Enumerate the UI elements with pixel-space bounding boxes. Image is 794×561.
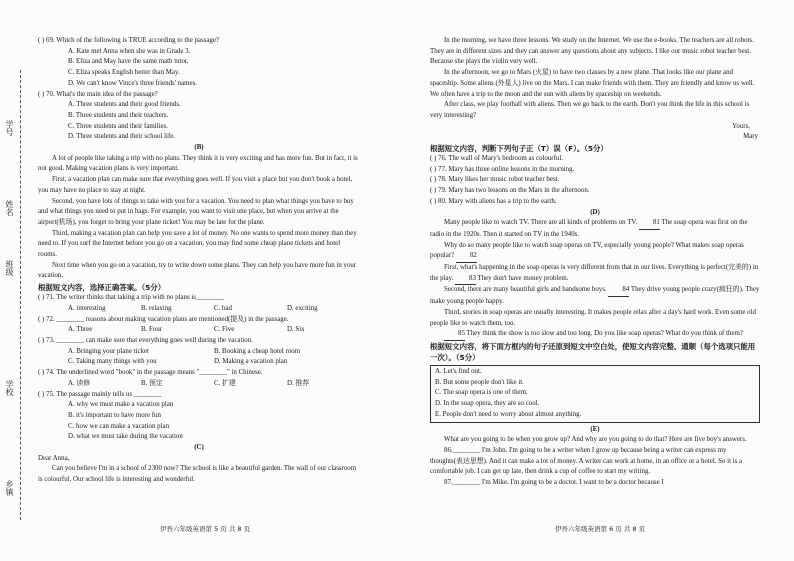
box-option-e: E. People don't need to worry about almost anything. [435, 410, 582, 418]
blank-82[interactable]: 82 [456, 251, 477, 263]
passage-c-paragraph-4: After class, we play football with aliens. Then we go back to the earth. Don't you think the life in this school is very interesting? [430, 101, 750, 119]
q71-option-d: D. exciting [287, 304, 318, 312]
box-option-c: C. The soap opera is one of them. [435, 389, 528, 397]
right-page-footer: 伊吾六年级英语第 6 页 共 8 页 [555, 525, 646, 533]
q71-option-c: C. bad [214, 304, 232, 312]
section-b-heading: (B) [194, 144, 204, 152]
q69-option-d: D. We can't know Vince's three friends' names. [68, 79, 197, 87]
question-74: ( ) 74. The underlined word "book" in the passage means "________" in Chinese. [38, 369, 263, 377]
letter-signature: Mary [743, 133, 758, 141]
q70-option-a: A. Three students and their good friends. [68, 101, 181, 109]
question-70: ( ) 70. What's the main idea of the passage? [38, 90, 158, 98]
passage-c-paragraph-2: In the morning, we have three lessons. We study on the Internet. We use the e-books. The teachers are all robots. They are in different sizes and they can answer any questions about any subjects. I like our music robot teacher best. Because she plays the violin very well. [430, 37, 754, 66]
question-71: ( ) 71. The writer thinks that taking a trip with no plans is________ [38, 294, 224, 302]
q73-option-b: B. Booking a cheap hotel room [214, 347, 301, 355]
blank-81[interactable]: 81 [639, 218, 660, 230]
question-69: ( ) 69. Which of the following is TRUE according to the passage? [38, 37, 219, 44]
passage-d-text-3a: First, what's happening in the soap operas is very different from that in our lives. Everything is perfect(完美的) in the play. [430, 264, 759, 282]
binding-label-student-id: 学号 [5, 120, 14, 136]
box-option-a: A. Let's find out. [435, 367, 482, 375]
passage-b-paragraph-1: A lot of people like taking a trip with no plans. They think it is very exciting and has more fun. But in fact, it is not good. Making vacation plans is very important. [38, 154, 358, 173]
q72-options [38, 325, 360, 336]
q74-option-c: C. 扩建 [214, 379, 236, 387]
q71-option-b: B. relaxing [141, 304, 172, 312]
passage-c-paragraph-3: In the afternoon, we go to Mars (火星) to have two classes by a new plane. That looks like our plane and spaceship. Some aliens (外星人) live on the Mars. I can make friends with them. They are friendly and know us well. We often have a trip to the moon and the sun with aliens by spaceship on weekends. [430, 69, 755, 98]
section-e-heading: (E) [590, 425, 600, 433]
section-d-instruction: 根据短文内容，将下面方框内的句子还原到短文中空白处，使短文内容完整、通顺（每个选项只能用一次）。（5分） [430, 341, 756, 362]
q72-option-d: D. Six [287, 326, 305, 334]
section-d-heading: (D) [590, 208, 600, 216]
section-b-instruction: 根据短文内容，选择正确答案。（5分） [38, 283, 166, 293]
q75-option-c: C. how we can make a vacation plan [68, 422, 170, 430]
question-75: ( ) 75. The passage mainly tells us ________ [38, 390, 162, 398]
passage-e-item-87: 87.________ I'm Mike. I'm going to be a doctor. I want to be a doctor because I [444, 479, 664, 487]
q73-options-row-2 [38, 357, 360, 368]
statement-76: ( ) 76. The wall of Mary's bedroom as colourful. [430, 155, 563, 163]
q74-options [38, 379, 360, 390]
q71-options [38, 304, 360, 315]
statement-77: ( ) 77. Mary has three online lessons in the morning. [430, 165, 575, 173]
passage-b-paragraph-4: Third, making a vacation plan can help you save a lot of money. No one wants to spend more money than they need to. If you surf the Internet before you go on a vacation, you may find some cheap plane tickets and hotel rooms. [38, 229, 357, 259]
q73-option-a: A. Bringing your plane ticket [68, 347, 149, 355]
statement-79: ( ) 79. Mary has two lessons on the Mars in the afternoon. [430, 187, 590, 195]
binding-label-name: 姓名 [5, 200, 14, 216]
letter-greeting: Dear Anna, [38, 454, 70, 462]
passage-d-text-1a: Many people like to watch TV. There are all kinds of problems on TV. [444, 219, 638, 227]
q75-option-b: B. it's important to have more fun [68, 411, 161, 419]
passage-d-paragraph-2 [430, 241, 760, 263]
blank-83[interactable]: 83 [455, 274, 476, 286]
binding-dashed-line [20, 70, 21, 520]
passage-d-text-6: They think the show is too slow and too long. Do you like soap operas? What do you think of them? [466, 330, 743, 338]
q75-option-a: A. why we must make a vacation plan [68, 401, 174, 409]
q69-option-c: C. Eliza speaks English better than May. [68, 69, 180, 77]
passage-d-text-4b: They drive young people crazy(疯狂的). They make young people happy. [430, 286, 760, 306]
left-column [38, 36, 360, 486]
q74-option-d: D. 推荐 [287, 379, 310, 387]
question-73: ( ) 73. ________ can make sure that everything goes well during the vacation. [38, 336, 253, 344]
q70-option-c: C. Three students and their families. [68, 122, 168, 130]
passage-e-item-86: 86.________ I'm John. I'm going to be a writer when I grow up because being a writer can express my thoughts(表达思想). And it can make a lot of money. A writer can work at home, in an office or a hotel. So it is a comfortable job. I can get up late, then drink a cup of coffee to start my writing. [430, 446, 743, 476]
q75-option-d: D. what we must take during the vacation [68, 433, 183, 441]
passage-b-paragraph-2: First, a vacation plan can make sure that everything goes well. If you visit a place but you don't book a hotel, you may have no place to stay at night. [38, 176, 353, 194]
passage-d-paragraph-6 [430, 329, 760, 341]
blank-85[interactable]: 85 [444, 329, 465, 341]
passage-e-intro: What are you going to be when you grow up? And why are you going to do that? Here are five boy's answers. [444, 436, 747, 444]
statement-78: ( ) 78. Mary likes her music robot teacher best. [430, 176, 560, 184]
q69-option-b: B. Eliza and May have the same math tutor. [68, 58, 189, 66]
q72-option-a: A. Three [68, 326, 93, 334]
q73-options-row-1 [38, 347, 360, 358]
section-c-instruction: 根据短文内容，判断下列句子正（T）误（F）。（5分） [430, 144, 608, 154]
statement-80: ( ) 80. Mary with aliens has a trip to the earth. [430, 197, 557, 205]
passage-d-text-3b: They don't have money problem. [477, 274, 569, 282]
q69-option-a: A. Kate met Anna when she was in Grade 3. [68, 47, 191, 55]
passage-d-paragraph-1 [430, 218, 760, 240]
passage-d-paragraph-4 [430, 285, 760, 307]
box-option-d: D. In the soap opera, they are so cool. [435, 400, 540, 408]
left-page-footer: 伊吾六年级英语第 5 页 共 8 页 [160, 525, 251, 533]
binding-margin [0, 0, 28, 561]
q73-option-d: D. Making a vacation plan [214, 358, 288, 366]
blank-84[interactable]: 84 [608, 285, 629, 297]
question-72: ( ) 72. ________ reasons about making vacation plans are mentioned(提及) in the passage. [38, 315, 289, 323]
binding-label-town: 乡镇 [5, 480, 14, 496]
q74-option-a: A. 读修 [68, 379, 91, 387]
passage-b-paragraph-3: Second, you have lots of things to take with you for a vacation. You need to plan what things you have to buy and what things you need to put in bags. For example, you want to visit one place, but when you arrive at the airport(机场), you forget to bring your plane ticket! You may be late for the plane. [38, 197, 354, 226]
q72-option-b: B. Four [141, 326, 163, 334]
passage-d-text-2a: Why do so many people like to watch soap operas on TV, especially young people? What makes soap operas popular? [430, 241, 744, 260]
binding-label-school: 学校 [5, 380, 14, 396]
q72-option-c: C. Five [214, 326, 235, 334]
q73-option-c: C. Taking many things with you [68, 358, 157, 366]
q71-option-a: A. interesting [68, 304, 106, 312]
option-box [430, 365, 760, 423]
binding-label-class: 班级 [5, 260, 14, 276]
q70-option-b: B. Three students and their teachers. [68, 111, 169, 119]
letter-closing: Yours, [732, 122, 750, 130]
section-c-heading: (C) [194, 444, 204, 452]
q74-option-b: B. 预定 [141, 379, 163, 387]
passage-d-paragraph-3 [430, 263, 760, 285]
passage-b-paragraph-5: Next time when you go on a vacation, try to write down some plans. They can help you have more fun in your vacation. [38, 261, 357, 280]
passage-d-text-1b: The soap opera was first on the radio in the 1920s. Then it started on TV in the 1940s. [430, 219, 748, 238]
q70-option-d: D. Three students and their school life. [68, 133, 176, 141]
box-option-b: B. But some people don't like it. [435, 378, 524, 386]
passage-d-text-4a: Second, there are many beautiful girls and handsome boys. [444, 286, 607, 294]
passage-d-paragraph-5: Third, stories in soap operas are usually interesting. It makes people relax after a day's hard work. Even some old people like to watch them, too. [430, 308, 756, 327]
right-column [430, 36, 760, 489]
passage-c-paragraph-1: Can you believe I'm in a school of 2300 now? The school is like a beautiful garden. The wall of our classroom is colourful. Our school life is interesting and wonderful. [38, 465, 357, 484]
